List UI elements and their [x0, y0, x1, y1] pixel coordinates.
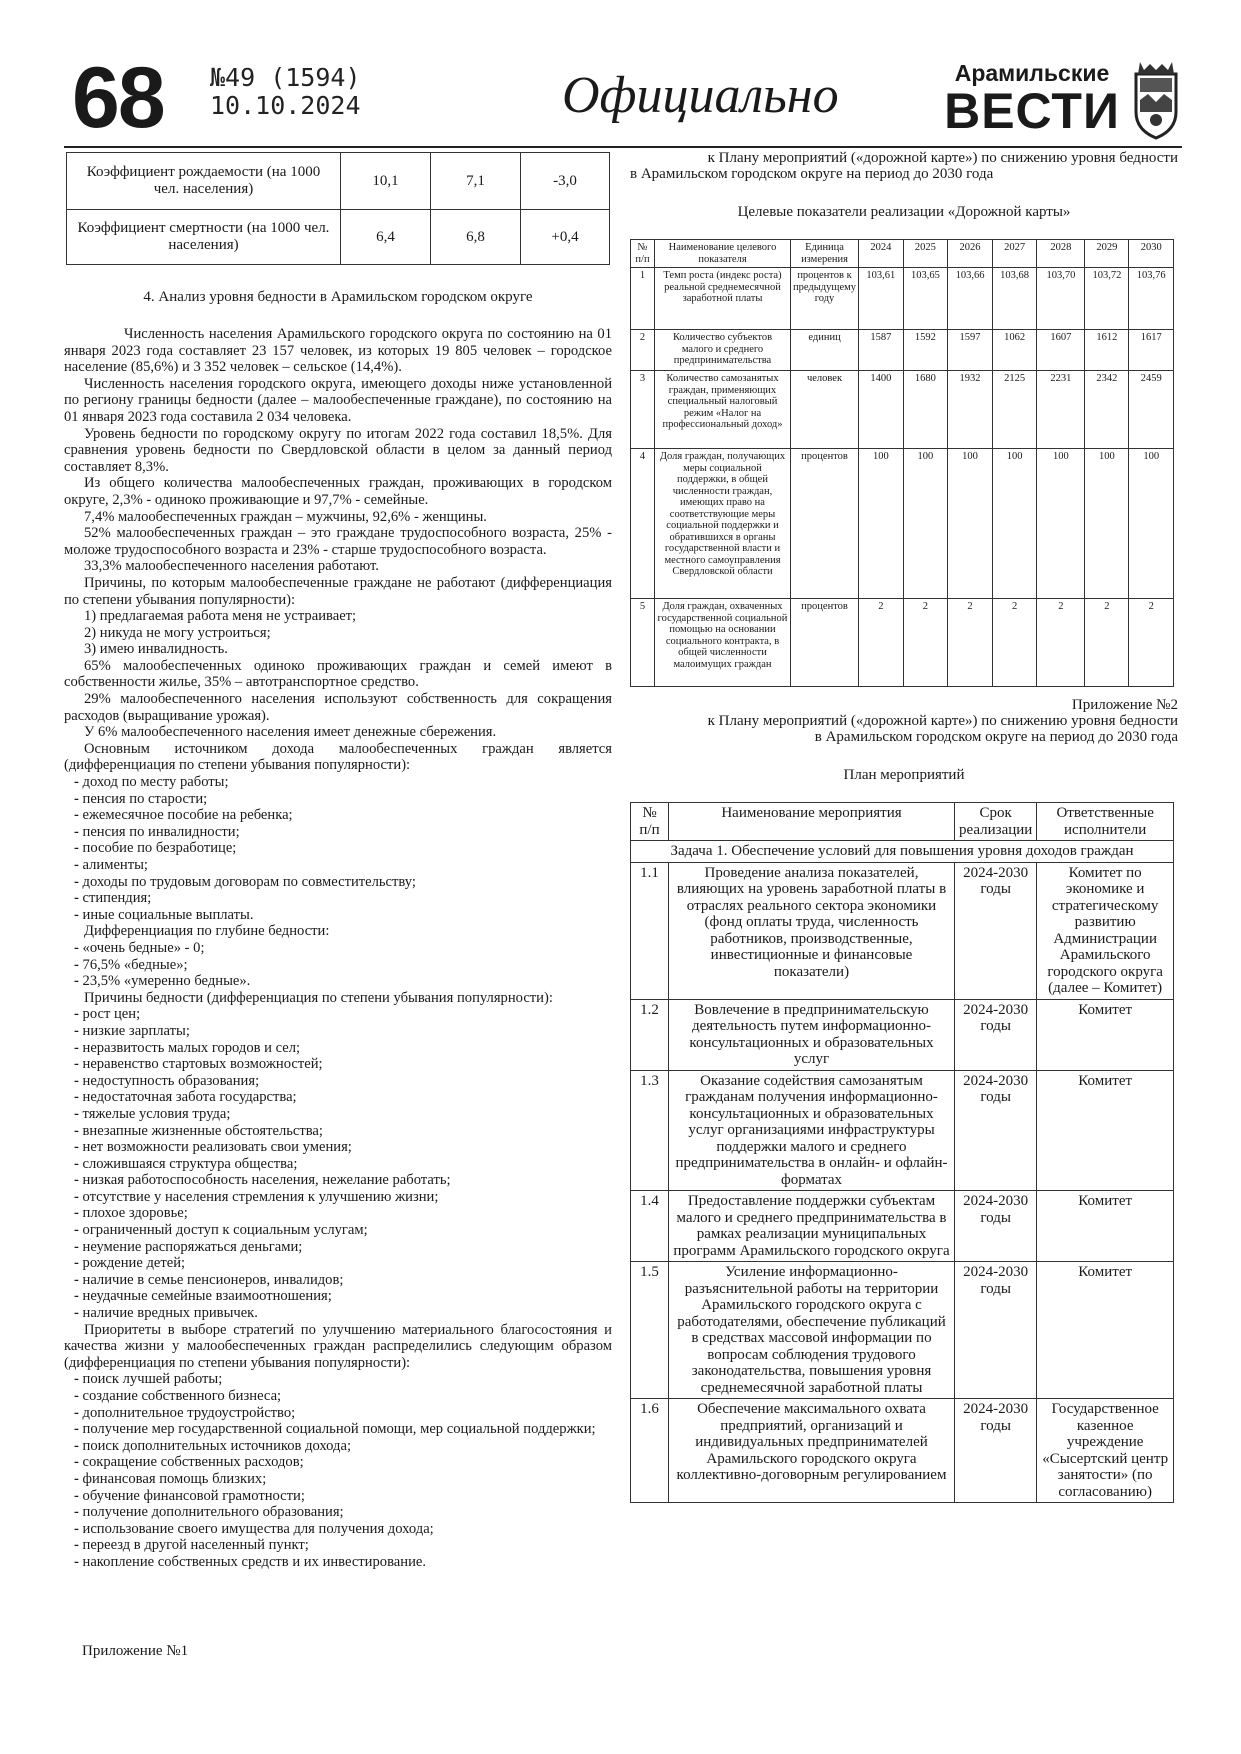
list-item: - алименты; — [74, 857, 612, 874]
table-row — [631, 268, 1174, 330]
list-item: - создание собственного бизнеса; — [74, 1388, 612, 1405]
table-cell: 100 — [992, 449, 1037, 599]
table-cell: 6,8 — [431, 210, 521, 265]
list-item: - иные социальные выплаты. — [74, 907, 612, 924]
targets-table — [630, 239, 1174, 687]
table-cell: Комитет — [1037, 1191, 1174, 1262]
list-item: - плохое здоровье; — [74, 1205, 612, 1222]
table-cell: Усиление информационно-разъяснительной работы на территории Арамильского городского округа с работодателями, обеспечение публикаций в средствах массовой информации по вопросам соблюдения трудового законодательства, повышения уровня среднемесячной заработной платы — [669, 1262, 955, 1399]
table-cell: 1597 — [948, 330, 993, 371]
table-cell: Вовлечение в предпринимательскую деятельность путем информационно-консультационных и образовательных услуг — [669, 999, 955, 1070]
logo-top-text: Арамильские — [954, 60, 1110, 86]
column-header: Наименование целевого показателя — [655, 240, 791, 268]
table-cell: 1.1 — [631, 862, 669, 999]
table-cell: 2 — [1129, 599, 1174, 687]
table-cell: 1592 — [903, 330, 948, 371]
paragraph: 3) имею инвалидность. — [84, 641, 228, 658]
table-cell: 1.4 — [631, 1191, 669, 1262]
list-item: - 23,5% «умеренно бедные». — [74, 973, 612, 990]
table-cell: процентов — [791, 449, 859, 599]
table-header-row — [631, 240, 1174, 268]
table-row — [631, 330, 1174, 371]
paragraph: 65% малообеспеченных одиноко проживающих граждан и семей имеют в собственности жилье, 35% – автотранспортное средство. — [64, 657, 612, 691]
list-item: - использование своего имущества для получения дохода; — [74, 1521, 612, 1538]
paragraph: Причины бедности (дифференциация по степени убывания популярности): — [84, 989, 553, 1006]
issue-info — [210, 64, 361, 120]
annex-1-header-line: к Плану мероприятий («дорожной карте») по снижению уровня бедности — [707, 150, 1178, 166]
table-cell: Предоставление поддержки субъектам малого и среднего предпринимательства в рамках реализации муниципальных программ Арамильского городского округа — [669, 1191, 955, 1262]
table-cell: Проведение анализа показателей, влияющих на уровень заработной платы в отраслях реального сектора экономики (фонд оплаты труда, численность работников, производственные, инвестиционные и финансовые показатели) — [669, 862, 955, 999]
list-item: - 76,5% «бедные»; — [74, 957, 612, 974]
poverty-causes-list — [64, 1006, 612, 1321]
table-cell: 103,72 — [1085, 268, 1129, 330]
list-item: - финансовая помощь близких; — [74, 1471, 612, 1488]
list-item: - получение мер государственной социальной помощи, мер социальной поддержки; — [74, 1421, 612, 1438]
table-cell: 1.6 — [631, 1399, 669, 1503]
column-header: 2028 — [1037, 240, 1085, 268]
table-cell: 2 — [631, 330, 655, 371]
right-column — [630, 150, 1178, 1503]
table-cell: Коэффициент рождаемости (на 1000 чел. населения) — [67, 153, 341, 210]
table-cell: 4 — [631, 449, 655, 599]
column-header: № п/п — [631, 240, 655, 268]
annex-2-label: Приложение №2 — [1071, 697, 1178, 713]
list-item: - поиск дополнительных источников дохода; — [74, 1438, 612, 1455]
list-item: - ежемесячное пособие на ребенка; — [74, 807, 612, 824]
table-cell: 103,68 — [992, 268, 1037, 330]
table-cell: 2024-2030 годы — [955, 862, 1037, 999]
paragraph: 7,4% малообеспеченных граждан – мужчины, 92,6% - женщины. — [84, 508, 487, 525]
table-cell: 2 — [1085, 599, 1129, 687]
table-row — [631, 999, 1174, 1070]
paragraph: Основным источником дохода малообеспеченных граждан является (дифференциация по степени убывания популярности): — [64, 740, 612, 774]
table-cell: человек — [791, 371, 859, 449]
table-cell: 1587 — [859, 330, 904, 371]
table-cell: 1.5 — [631, 1262, 669, 1399]
list-item: - тяжелые условия труда; — [74, 1106, 612, 1123]
table-row — [631, 371, 1174, 449]
issue-number: №49 (1594) — [210, 63, 361, 92]
table-row — [631, 599, 1174, 687]
list-item: - неумение распоряжаться деньгами; — [74, 1239, 612, 1256]
table-cell: процентов к предыдущему году — [791, 268, 859, 330]
list-item: - недостаточная забота государства; — [74, 1089, 612, 1106]
paragraph: 2) никуда не могу устроиться; — [84, 624, 271, 641]
table-cell: 2 — [903, 599, 948, 687]
table-cell: 100 — [1129, 449, 1174, 599]
table-cell: 1062 — [992, 330, 1037, 371]
list-item: - неразвитость малых городов и сел; — [74, 1040, 612, 1057]
table-cell: 2024-2030 годы — [955, 999, 1037, 1070]
article-body — [64, 326, 612, 1571]
paragraph: 33,3% малообеспеченного населения работают. — [84, 558, 379, 575]
table-cell: 2 — [948, 599, 993, 687]
table-cell: Доля граждан, получающих меры социальной поддержки, в общей численности граждан, имеющих право на соответствующие меры социальной поддержки и обратившихся в органы государственной власти и местного самоуправления Свердловской области — [655, 449, 791, 599]
table-cell: 100 — [1037, 449, 1085, 599]
section-title: Официально — [562, 67, 839, 124]
column-header: Наименование мероприятия — [669, 803, 955, 841]
table-cell: 1 — [631, 268, 655, 330]
appendix-1-label: Приложение №1 — [82, 1643, 189, 1659]
list-item: - накопление собственных средств и их инвестирование. — [74, 1554, 612, 1571]
table-cell: 103,76 — [1129, 268, 1174, 330]
list-item: - недоступность образования; — [74, 1073, 612, 1090]
table-cell: Обеспечение максимального охвата предприятий, организаций и индивидуальных предпринимателей Арамильского городского округа коллективно-договорным регулированием — [669, 1399, 955, 1503]
table-cell: 103,66 — [948, 268, 993, 330]
table-cell: 2459 — [1129, 371, 1174, 449]
targets-title: Целевые показатели реализации «Дорожной карты» — [737, 204, 1071, 220]
list-item: - доходы по трудовым договорам по совместительству; — [74, 874, 612, 891]
table-row — [631, 449, 1174, 599]
table-cell: 1932 — [948, 371, 993, 449]
list-item: - отсутствие у населения стремления к улучшению жизни; — [74, 1189, 612, 1206]
table-cell: Коэффициент смертности (на 1000 чел. населения) — [67, 210, 341, 265]
list-item: - ограниченный доступ к социальным услугам; — [74, 1222, 612, 1239]
list-item: - неравенство стартовых возможностей; — [74, 1056, 612, 1073]
table-cell: 100 — [859, 449, 904, 599]
table-cell: 2 — [1037, 599, 1085, 687]
table-cell: 6,4 — [341, 210, 431, 265]
list-item: - рост цен; — [74, 1006, 612, 1023]
table-cell: 2 — [992, 599, 1037, 687]
table-cell: Комитет по экономике и стратегическому развитию Администрации Арамильского городского округа (далее – Комитет) — [1037, 862, 1174, 999]
column-header: 2029 — [1085, 240, 1129, 268]
newspaper-logo — [944, 60, 1120, 138]
issue-date: 10.10.2024 — [210, 91, 361, 120]
table-row — [631, 862, 1174, 999]
poverty-depth-list — [64, 940, 612, 990]
table-cell: 100 — [1085, 449, 1129, 599]
page-header — [64, 50, 1182, 148]
list-item: - нет возможности реализовать свои умения; — [74, 1139, 612, 1156]
column-header: № п/п — [631, 803, 669, 841]
paragraph: 1) предлагаемая работа меня не устраивает; — [84, 608, 357, 625]
paragraph: Уровень бедности по городскому округу по итогам 2022 года составил 18,5%. Для сравнения уровень бедности по Свердловской области в целом за данный период составляет 8,3%. — [64, 425, 612, 475]
list-item: - неудачные семейные взаимоотношения; — [74, 1288, 612, 1305]
table-header-row — [631, 803, 1174, 841]
column-header: 2030 — [1129, 240, 1174, 268]
paragraph: 52% малообеспеченных граждан – это граждане трудоспособного возраста, 25% - моложе трудоспособного возраста и 23% - старше трудоспособного возраста. — [64, 525, 612, 558]
table-cell: Государственное казенное учреждение «Сысертский центр занятости» (по согласованию) — [1037, 1399, 1174, 1503]
table-cell: Комитет — [1037, 999, 1174, 1070]
table-cell: 1400 — [859, 371, 904, 449]
table-row — [67, 210, 610, 265]
paragraph: У 6% малообеспеченного населения имеет денежные сбережения. — [84, 724, 497, 741]
table-cell: единиц — [791, 330, 859, 371]
annex-1-header-line: в Арамильском городском округе на период до 2030 года — [630, 166, 994, 182]
list-item: - низкие зарплаты; — [74, 1023, 612, 1040]
table-cell: 2024-2030 годы — [955, 1399, 1037, 1503]
list-item: - обучение финансовой грамотности; — [74, 1488, 612, 1505]
action-plan-table — [630, 802, 1174, 1503]
list-item: - поиск лучшей работы; — [74, 1371, 612, 1388]
list-item: - наличие в семье пенсионеров, инвалидов; — [74, 1272, 612, 1289]
section-heading: 4. Анализ уровня бедности в Арамильском городском округе — [143, 289, 533, 305]
column-header: Срок реализации — [955, 803, 1037, 841]
table-cell: -3,0 — [521, 153, 610, 210]
column-header: Единица измерения — [791, 240, 859, 268]
table-cell: 1680 — [903, 371, 948, 449]
logo-bottom-text: ВЕСТИ — [944, 83, 1120, 139]
column-header: 2024 — [859, 240, 904, 268]
table-cell: 103,61 — [859, 268, 904, 330]
column-header: Ответственные исполнители — [1037, 803, 1174, 841]
table-cell: Комитет — [1037, 1070, 1174, 1191]
table-cell: Доля граждан, охваченных государственной социальной помощью на основании социального контракта, в общей численности малоимущих граждан — [655, 599, 791, 687]
table-row — [67, 153, 610, 210]
table-cell: 100 — [903, 449, 948, 599]
table-cell: 10,1 — [341, 153, 431, 210]
list-item: - «очень бедные» - 0; — [74, 940, 612, 957]
list-item: - сокращение собственных расходов; — [74, 1454, 612, 1471]
table-cell: 1612 — [1085, 330, 1129, 371]
plan-title: План мероприятий — [843, 767, 965, 783]
table-row — [631, 1399, 1174, 1503]
paragraph: Численность населения городского округа, имеющего доходы ниже установленной по региону границы бедности (далее – малообеспеченные граждане), по состоянию на 01 января 2023 года составила 2 034 человека. — [64, 375, 612, 425]
table-row — [631, 1262, 1174, 1399]
table-cell: 100 — [948, 449, 993, 599]
coat-of-arms-icon — [1130, 60, 1182, 140]
paragraph: Численность населения Арамильского городского округа по состоянию на 01 января 2023 года составляет 23 157 человек, из которых 19 805 человек – городское население (85,6%) и 3 352 человек – сельское (14,4%). — [64, 326, 612, 376]
list-item: - пособие по безработице; — [74, 840, 612, 857]
table-cell: 2342 — [1085, 371, 1129, 449]
annex-2-header — [630, 697, 1178, 745]
table-cell: 2 — [859, 599, 904, 687]
paragraph: 29% малообеспеченного населения используют собственность для сокращения расходов (выращивание урожая). — [64, 691, 612, 724]
list-item: - рождение детей; — [74, 1255, 612, 1272]
table-cell: 5 — [631, 599, 655, 687]
page-number: 68 — [72, 50, 164, 146]
list-item: - доход по месту работы; — [74, 774, 612, 791]
table-cell: 1617 — [1129, 330, 1174, 371]
annex-2-header-line: в Арамильском городском округе на период до 2030 года — [814, 729, 1178, 745]
paragraph: Из общего количества малообеспеченных граждан, проживающих в городском округе, 2,3% - одиноко проживающие и 97,7% - семейные. — [64, 475, 612, 508]
table-cell: Количество субъектов малого и среднего предпринимательства — [655, 330, 791, 371]
annex-1-header — [630, 150, 1178, 182]
task-row — [631, 841, 1174, 863]
column-header: 2027 — [992, 240, 1037, 268]
table-cell: процентов — [791, 599, 859, 687]
priorities-list — [64, 1371, 612, 1570]
list-item: - переезд в другой населенный пункт; — [74, 1537, 612, 1554]
table-cell: 2024-2030 годы — [955, 1070, 1037, 1191]
list-item: - низкая работоспособность населения, нежелание работать; — [74, 1172, 612, 1189]
paragraph: Причины, по которым малообеспеченные граждане не работают (дифференциация по степени убывания популярности): — [64, 574, 612, 608]
list-item: - пенсия по старости; — [74, 791, 612, 808]
table-cell: Темп роста (индекс роста) реальной среднемесячной заработной платы — [655, 268, 791, 330]
table-cell: 1.2 — [631, 999, 669, 1070]
list-item: - наличие вредных привычек. — [74, 1305, 612, 1322]
table-cell: 103,70 — [1037, 268, 1085, 330]
table-cell: 7,1 — [431, 153, 521, 210]
table-row — [631, 1191, 1174, 1262]
table-cell: 1.3 — [631, 1070, 669, 1191]
table-cell: Комитет — [1037, 1262, 1174, 1399]
paragraph: Приоритеты в выборе стратегий по улучшению материального благосостояния и качества жизни у малообеспеченных граждан распределились следующим образом (дифференциация по степени убывания популярности): — [64, 1321, 612, 1371]
income-sources-list — [64, 774, 612, 923]
table-cell: 3 — [631, 371, 655, 449]
table-cell: 2024-2030 годы — [955, 1191, 1037, 1262]
list-item: - получение дополнительного образования; — [74, 1504, 612, 1521]
list-item: - сложившаяся структура общества; — [74, 1156, 612, 1173]
column-header: 2025 — [903, 240, 948, 268]
table-cell: 2231 — [1037, 371, 1085, 449]
table-cell: 2024-2030 годы — [955, 1262, 1037, 1399]
demographics-table — [66, 152, 610, 265]
list-item: - дополнительное трудоустройство; — [74, 1405, 612, 1422]
list-item: - внезапные жизненные обстоятельства; — [74, 1123, 612, 1140]
column-header: 2026 — [948, 240, 993, 268]
paragraph: Дифференциация по глубине бедности: — [84, 923, 330, 940]
table-row — [631, 1070, 1174, 1191]
table-cell: 103,65 — [903, 268, 948, 330]
list-item: - пенсия по инвалидности; — [74, 824, 612, 841]
left-column — [64, 152, 612, 1571]
table-cell: Оказание содействия самозанятым гражданам получения информационно-консультационных и образовательных услуг организациями инфраструктуры поддержки малого и среднего предпринимательства в онлайн- и офлайн-форматах — [669, 1070, 955, 1191]
list-item: - стипендия; — [74, 890, 612, 907]
table-cell: 2125 — [992, 371, 1037, 449]
table-cell: 1607 — [1037, 330, 1085, 371]
annex-2-header-line: к Плану мероприятий («дорожной карте») по снижению уровня бедности — [707, 713, 1178, 729]
table-cell: +0,4 — [521, 210, 610, 265]
table-cell: Количество самозанятых граждан, применяющих специальный налоговый режим «Налог на профессиональный доход» — [655, 371, 791, 449]
task-cell: Задача 1. Обеспечение условий для повышения уровня доходов граждан — [631, 841, 1174, 863]
